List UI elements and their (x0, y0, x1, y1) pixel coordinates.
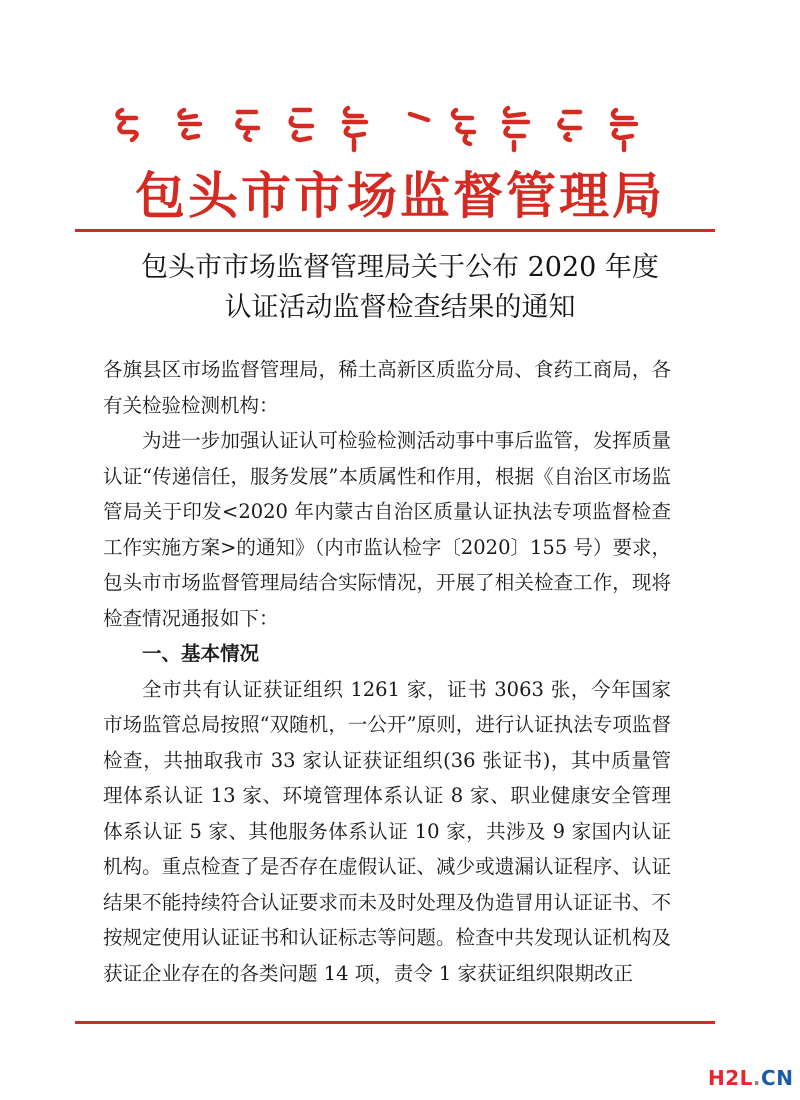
document-title-line2: 认证活动监督检查结果的通知 (224, 292, 576, 323)
intro-paragraph: 为进一步加强认证认可检验检测活动事中事后监管，发挥质量认证“传递信任，服务发展”本质属性和作用，根据《自治区市场监管局关于印发<2020 年内蒙古自治区质量认证执法专项监督检查工作实施方案>的通知》（内市监认检字〔2020〕155 号）要求，包头市市场监督管理局结合实际情况，开展了相关检查工作，现将检查情况通报如下： (103, 429, 671, 630)
footer-divider (75, 1021, 715, 1024)
section-heading-basic-situation: 一、基本情况 (142, 642, 260, 665)
site-watermark (708, 1066, 793, 1090)
watermark-part-cn: CN (761, 1066, 794, 1090)
watermark-part-dot: . (752, 1066, 762, 1090)
document-body (103, 352, 671, 991)
agency-name: 包头市市场监督管理局 (135, 167, 665, 225)
addressee: 各旗县区市场监督管理局，稀土高新区质监分局、食药工商局，各有关检验检测机构： (103, 358, 671, 417)
header-divider (75, 229, 715, 232)
document-title-line1: 包头市市场监督管理局关于公布 2020 年度 (141, 252, 659, 283)
basic-situation-paragraph: 全市共有认证获证组织 1261 家，证书 3063 张，今年国家市场监管总局按照“双随机，一公开”原则，进行认证执法专项监督检查，共抽取我市 33 家认证获证组织(36 张证书)，其中质量管理体系认证 13 家、环境管理体系认证 8 家、职业健康安全管理体系认证 5 家、其他服务体系认证 10 家，共涉及 9 家国内认证机构。重点检查了是否存在虚假认证、减少或遗漏认证程序、认证结果不能持续符合认证要求而未及时处理及伪造冒用认证证书、不按规定使用认证证书和认证标志等问题。检查中共发现认证机构及获证企业存在的各类问题 14 项，责令 1 家获证组织限期改正 (103, 677, 671, 985)
watermark-part-h2l: H2L (708, 1066, 753, 1090)
mongolian-script-header (110, 100, 670, 160)
